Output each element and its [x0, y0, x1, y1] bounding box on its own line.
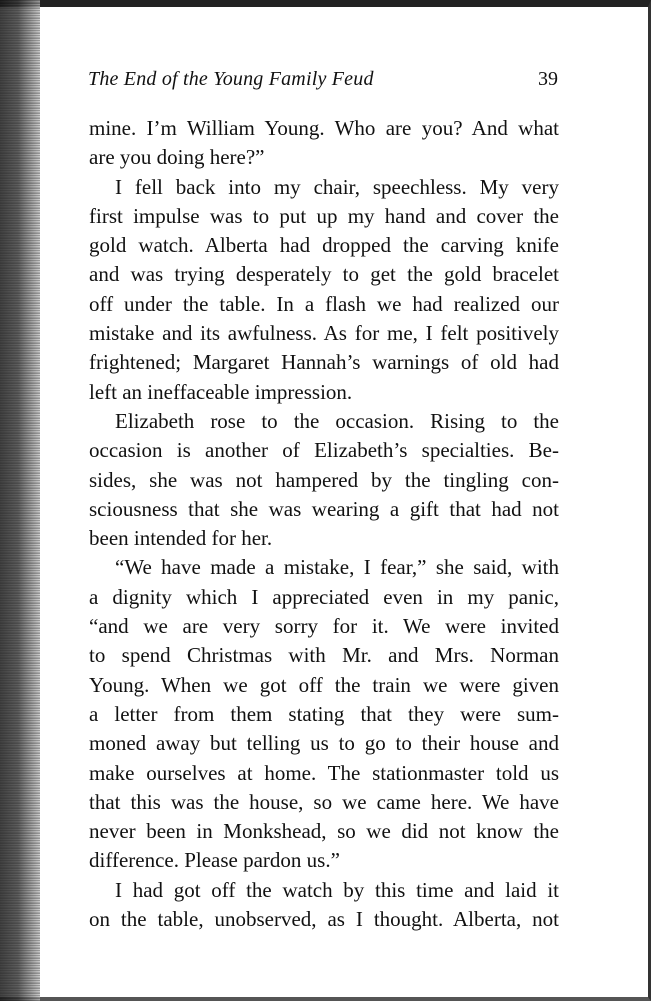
text-line: sciousness that she was wearing a gift that had not — [89, 496, 559, 521]
book-binding-shadow — [0, 0, 40, 1001]
text-line: moned away but telling us to go to their house and — [89, 731, 559, 756]
text-line: that this was the house, so we came here. We have — [89, 789, 559, 814]
running-head — [88, 68, 558, 98]
text-line: I fell back into my chair, speechless. My very — [115, 174, 559, 199]
text-line: mine. I’m William Young. Who are you? And what — [89, 116, 559, 140]
text-line: on the table, unobserved, as I thought. Alberta, not — [89, 907, 559, 932]
text-line: off under the table. In a flash we had realized our — [89, 291, 559, 316]
text-line: mistake and its awfulness. As for me, I felt positively — [89, 321, 559, 346]
text-line: I had got off the watch by this time and laid it — [115, 877, 559, 902]
text-line: a letter from them stating that they were sum- — [89, 701, 559, 726]
body-text — [89, 114, 559, 934]
chapter-title: The End of the Young Family Feud — [88, 68, 374, 90]
text-line: never been in Monkshead, so we did not know the — [89, 819, 559, 844]
text-line: been intended for her. — [89, 526, 273, 551]
text-line: are you doing here?” — [89, 145, 265, 170]
text-line: difference. Please pardon us.” — [89, 848, 340, 873]
text-line: “We have made a mistake, I fear,” she said, with — [115, 555, 559, 580]
text-line: gold watch. Alberta had dropped the carving knife — [89, 233, 559, 258]
text-line: frightened; Margaret Hannah’s warnings of old had — [89, 350, 559, 375]
text-line: and was trying desperately to get the gold bracelet — [89, 262, 559, 287]
text-line: make ourselves at home. The stationmaster told us — [89, 760, 559, 785]
text-line: first impulse was to put up my hand and cover the — [89, 203, 559, 228]
text-line: left an ineffaceable impression. — [89, 379, 353, 404]
text-line: “and we are very sorry for it. We were invited — [89, 614, 559, 639]
text-line: Young. When we got off the train we were given — [89, 672, 559, 697]
page-number: 39 — [538, 68, 558, 90]
text-line: occasion is another of Elizabeth’s specialties. Be- — [89, 438, 559, 463]
text-line: to spend Christmas with Mr. and Mrs. Norman — [89, 643, 559, 668]
text-line: a dignity which I appreciated even in my panic, — [89, 584, 559, 609]
text-line: sides, she was not hampered by the tingling con- — [89, 467, 559, 492]
text-line: Elizabeth rose to the occasion. Rising to the — [115, 408, 559, 433]
